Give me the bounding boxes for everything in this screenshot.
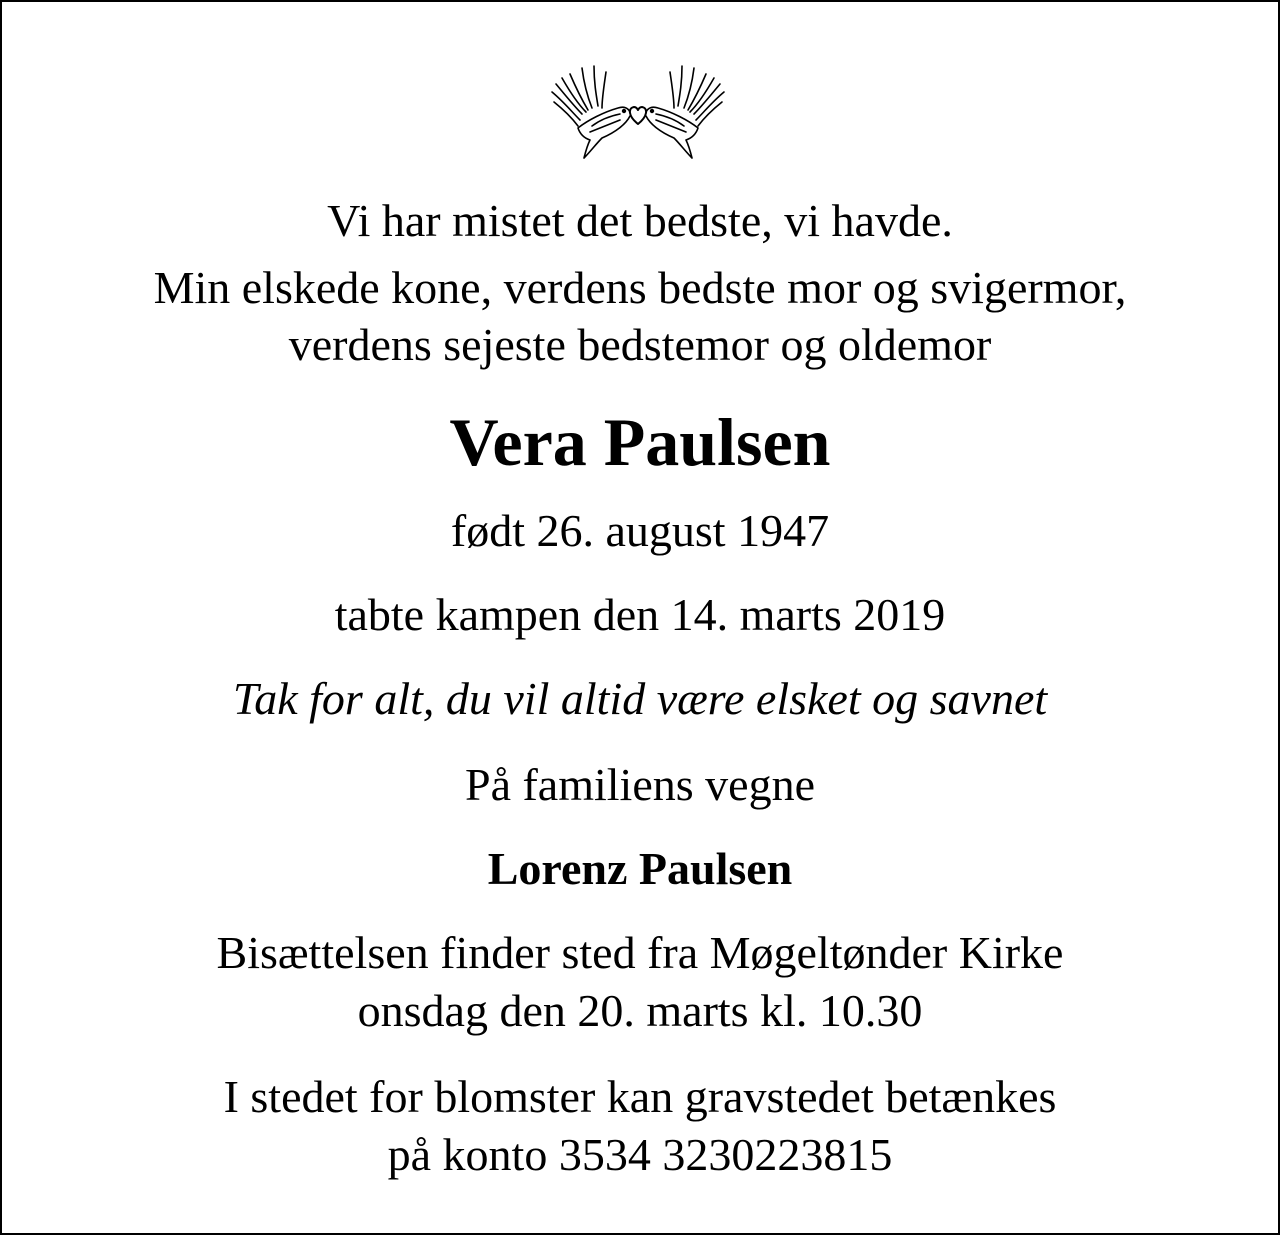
intro-line-2: Min elskede kone, verdens bedste mor og svigermor,	[153, 262, 1127, 313]
flowers-line-1: I stedet for blomster kan gravstedet betænkes	[223, 1071, 1057, 1122]
flowers-line-2: på konto 3534 3230223815	[387, 1129, 893, 1180]
intro-line-3: verdens sejeste bedstemor og oldemor	[288, 319, 992, 370]
funeral-line-1: Bisættelsen finder sted fra Møgeltønder Kirke	[216, 927, 1064, 978]
signer-name: Lorenz Paulsen	[487, 843, 793, 894]
deceased-name: Vera Paulsen	[449, 404, 831, 480]
death-date: tabte kampen den 14. marts 2019	[334, 589, 946, 640]
tribute-line: Tak for alt, du vil altid være elsket og savnet	[232, 673, 1048, 724]
birth-date: født 26. august 1947	[450, 505, 830, 556]
intro-line-1: Vi har mistet det bedste, vi havde.	[327, 195, 953, 246]
on-behalf-line: På familiens vegne	[464, 759, 815, 810]
funeral-line-2: onsdag den 20. marts kl. 10.30	[357, 985, 923, 1036]
doves-with-heart-icon	[548, 62, 728, 164]
